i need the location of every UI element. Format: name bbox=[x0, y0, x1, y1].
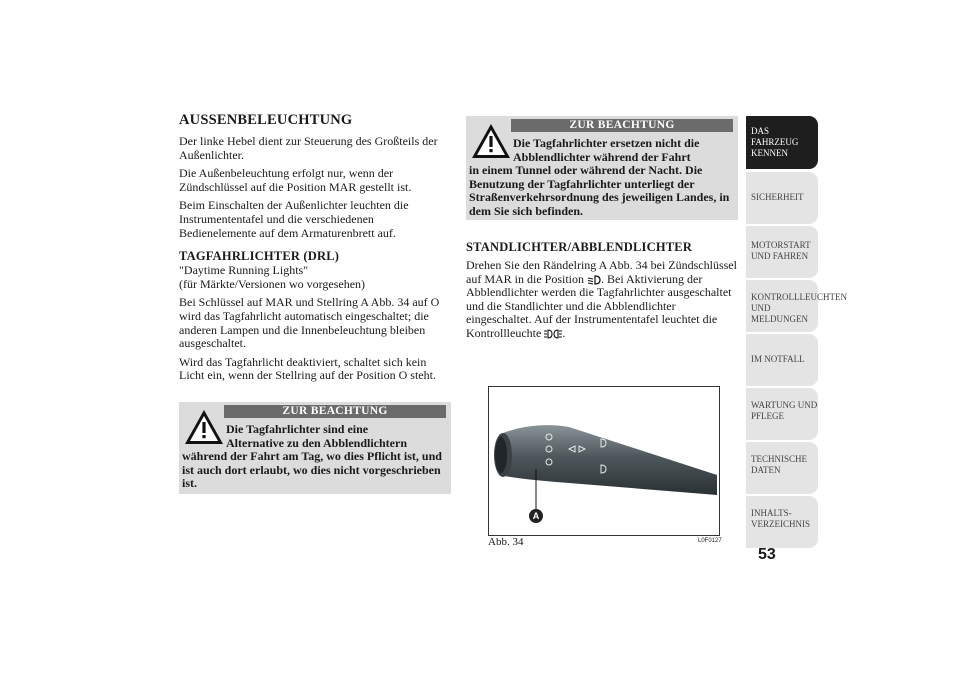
left-column bbox=[179, 112, 451, 388]
tab-das-fahrzeug-kennen[interactable]: DAS FAHRZEUG KENNEN bbox=[746, 116, 818, 169]
tab-motorstart-und-fahren[interactable]: MOTORSTART UND FAHREN bbox=[746, 226, 818, 278]
figure-code: L0F0127 bbox=[698, 538, 722, 544]
right-column-text bbox=[466, 240, 738, 346]
paragraph: Beim Einschalten der Außenlichter leuchten die Instrumententafel und die verschiedenen Bedienelemente auf dem Armaturenbrett auf. bbox=[179, 198, 409, 240]
paragraph: Die Außenbeleuchtung erfolgt nur, wenn der Zündschlüssel auf die Position MAR gestellt ist. bbox=[179, 166, 412, 194]
warning-title: ZUR BEACHTUNG bbox=[224, 405, 446, 418]
paragraph: Der linke Hebel dient zur Steuerung des Großteils der Außenlichter. bbox=[179, 134, 438, 162]
warning-box bbox=[179, 402, 451, 494]
paragraph: Wird das Tagfahrlicht deaktiviert, schaltet sich kein Licht ein, wenn der Stellring auf der Position O steht. bbox=[179, 354, 436, 383]
position-lights-icon bbox=[544, 329, 562, 339]
warning-box bbox=[466, 116, 738, 220]
subsection-heading: TAGFAHRLICHTER (DRL) bbox=[179, 249, 340, 264]
tab-im-notfall[interactable]: IM NOTFALL bbox=[746, 334, 818, 386]
tab-sicherheit[interactable]: SICHERHEIT bbox=[746, 172, 818, 224]
tab-kontrollleuchten-und-meldungen[interactable]: KONTROLLLEUCHTEN UND MELDUNGEN bbox=[746, 280, 818, 332]
figure-label-a: A bbox=[532, 511, 540, 521]
page-number: 53 bbox=[758, 546, 776, 563]
tab-technische-daten[interactable]: TECHNISCHE DATEN bbox=[746, 442, 818, 494]
warning-text: Die Tagfahrlichter ersetzen nicht die Abblendlichter während der Fahrt in einem Tunnel oder während der Nacht. Die Benutzung der Tagfahrlichter unterliegt der Straßenverkehrsordnung des jeweiligen Landes, in dem Sie sich befinden. bbox=[469, 136, 730, 218]
tab-wartung-und-pflege[interactable]: WARTUNG UND PFLEGE bbox=[746, 388, 818, 440]
tab-inhaltsverzeichnis[interactable]: INHALTS-VERZEICHNIS bbox=[746, 496, 818, 548]
section-heading: STANDLICHTER/ABBLENDLICHTER bbox=[466, 240, 693, 254]
paragraph: Drehen Sie den Rändelring A Abb. 34 bei Zündschlüssel auf MAR in die Position . Bei Aktivierung der Abblendlichter werden die Tagfahrlichter ausgeschaltet und die Standlichter und die Abblendlichter eingeschaltet. Auf der Instrumententafel leuchtet die Kontrollleuchte . bbox=[466, 258, 737, 340]
light-lever-illustration bbox=[489, 387, 719, 535]
low-beam-icon bbox=[587, 275, 601, 285]
figure-abb-34 bbox=[488, 386, 720, 536]
section-heading: AUSSENBELEUCHTUNG bbox=[179, 112, 353, 128]
warning-title: ZUR BEACHTUNG bbox=[511, 119, 733, 132]
subtitle: "Daytime Running Lights" bbox=[179, 263, 309, 278]
paragraph: Bei Schlüssel auf MAR und Stellring A Abb. 34 auf O wird das Tagfahrlicht automatisch eingeschaltet; die anderen Lampen und die Innenbeleuchtung bleiben ausgeschaltet. bbox=[179, 295, 440, 351]
figure-caption: Abb. 34 bbox=[488, 536, 524, 548]
warning-text: Die Tagfahrlichter sind eine Alternative zu den Abblendlichtern während der Fahrt am Tag, wo dies Pflicht ist, und ist auch dort erlaubt, wo dies nicht vorgeschrieben ist. bbox=[182, 422, 442, 491]
subtitle-note: (für Märkte/Versionen wo vorgesehen) bbox=[179, 276, 366, 291]
